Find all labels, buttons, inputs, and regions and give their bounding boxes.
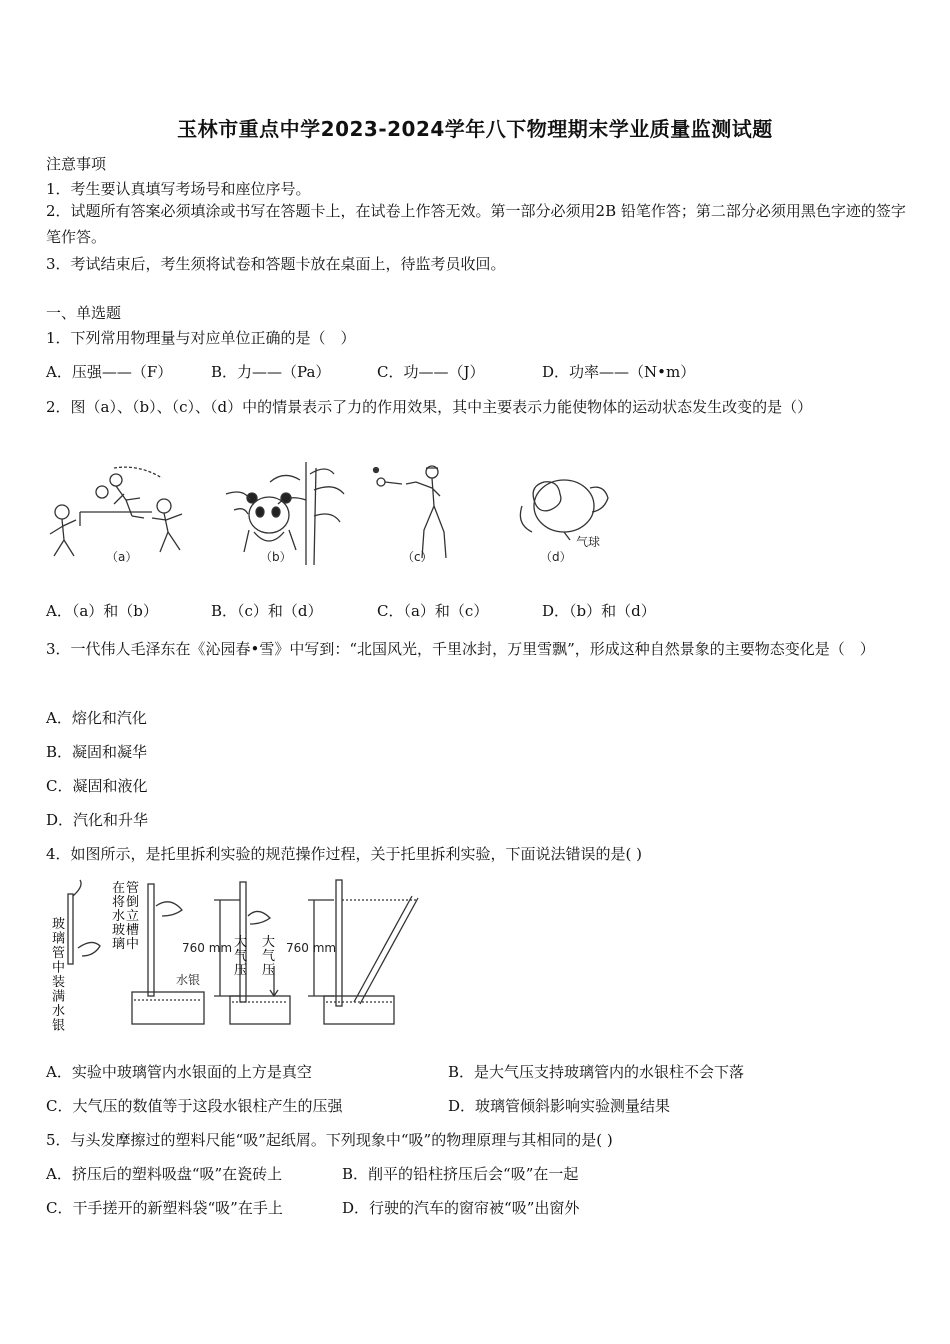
option-d: D．汽化和升华 — [46, 811, 149, 829]
vertical-label: 大气压 — [234, 935, 248, 978]
vertical-label: 玻璃管中装满水银 — [52, 917, 66, 1034]
option-b: B．是大气压支持玻璃管内的水银柱不会下落 — [448, 1063, 745, 1081]
step1-vertical-label — [52, 916, 65, 1034]
notice-item: 1．考生要认真填写考场号和座位序号。 — [46, 180, 311, 198]
question-stem: 3．一代伟人毛泽东在《沁园春•雪》中写到：“北国风光，千里冰封，万里雪飘”，形成这种自然景象的主要物态变化是（ ） — [46, 640, 875, 658]
option-d: D．行驶的汽车的窗帘被“吸”出窗外 — [342, 1199, 580, 1217]
option-a: A．（a）和（b） — [46, 602, 158, 620]
option-a: A．压强——（F） — [46, 363, 173, 381]
height-label-step3: 760 mm — [182, 941, 233, 955]
figure-caption-b: （b） — [260, 550, 292, 564]
step2-vertical-label — [112, 881, 139, 952]
option-a: A．挤压后的塑料吸盘“吸”在瓷砖上 — [46, 1165, 283, 1183]
option-d: D．玻璃管倾斜影响实验测量结果 — [448, 1097, 671, 1115]
notice-heading: 注意事项 — [46, 155, 107, 173]
pressure-label-right — [262, 934, 275, 978]
option-c: C．（a）和（c） — [377, 602, 489, 620]
page-title: 玉林市重点中学2023-2024学年八下物理期末学业质量监测试题 — [177, 117, 773, 141]
option-a: A．实验中玻璃管内水银面的上方是真空 — [46, 1063, 312, 1081]
mercury-trough-step2 — [132, 992, 204, 1024]
question-stem: 2．图（a）、（b）、（c）、（d）中的情景表示了力的作用效果，其中主要表示力能使物体的运动状态发生改变的是（） — [46, 398, 813, 416]
pressure-label-left — [234, 934, 247, 978]
figure-caption-c: （c） — [402, 550, 433, 564]
glass-tube-step1 — [68, 894, 73, 964]
option-d: D．功率——（N•m） — [542, 363, 696, 381]
vertical-label: 在将水玻璃管倒立槽中 — [112, 881, 140, 952]
hand-step1 — [73, 880, 100, 956]
mercury-trough-step3 — [230, 996, 290, 1024]
option-b: B．削平的铅柱挤压后会“吸”在一起 — [342, 1165, 579, 1183]
option-c: C．大气压的数值等于这段水银柱产生的压强 — [46, 1097, 343, 1115]
option-b: B．力——（Pa） — [211, 363, 331, 381]
glass-tube-tilted-step4 — [354, 896, 418, 1004]
vertical-label: 大气压 — [262, 935, 276, 978]
mercury-trough-step4 — [324, 996, 394, 1024]
notice-item: 3．考试结束后，考生须将试卷和答题卡放在桌面上，待监考员收回。 — [46, 255, 506, 273]
height-label-step4: 760 mm — [286, 941, 337, 955]
hand-step3 — [248, 911, 270, 924]
option-a: A．熔化和汽化 — [46, 709, 147, 727]
glass-tube-step2 — [148, 884, 154, 996]
figure-caption-a: （a） — [106, 550, 138, 564]
option-b: B．凝固和凝华 — [46, 743, 148, 761]
figure-a-kicking-ball — [50, 467, 182, 556]
hand-step2 — [156, 902, 182, 916]
option-c: C．干手搓开的新塑料袋“吸”在手上 — [46, 1199, 283, 1217]
question-stem: 1．下列常用物理量与对应单位正确的是（ ） — [46, 329, 356, 347]
torricelli-figure — [44, 876, 444, 1036]
option-d: D．（b）和（d） — [542, 602, 656, 620]
mercury-label: 水银 — [176, 973, 201, 987]
question-stem: 5．与头发摩擦过的塑料尺能“吸”起纸屑。下列现象中“吸”的物理原理与其相同的是( ) — [46, 1131, 613, 1149]
option-b: B．（c）和（d） — [211, 602, 323, 620]
option-c: C．凝固和液化 — [46, 777, 148, 795]
question-stem: 4．如图所示，是托里拆利实验的规范操作过程，关于托里拆利实验，下面说法错误的是( ) — [46, 845, 643, 863]
figure-c-baseball-swing — [374, 466, 447, 558]
option-c: C．功——（J） — [377, 363, 485, 381]
section-heading: 一、单选题 — [46, 304, 122, 322]
glass-tube-vertical-step4 — [336, 880, 342, 1006]
figure-d-label: 气球 — [576, 535, 601, 549]
force-effect-figure — [44, 460, 644, 570]
notice-item: 2．试题所有答案必须填涂或书写在答题卡上，在试卷上作答无效。第一部分必须用2B 铅笔作答；第二部分必须用黑色字迹的签字笔作答。 — [46, 202, 906, 246]
figure-d-balloon-press — [520, 480, 608, 549]
figure-caption-d: （d） — [540, 550, 572, 564]
